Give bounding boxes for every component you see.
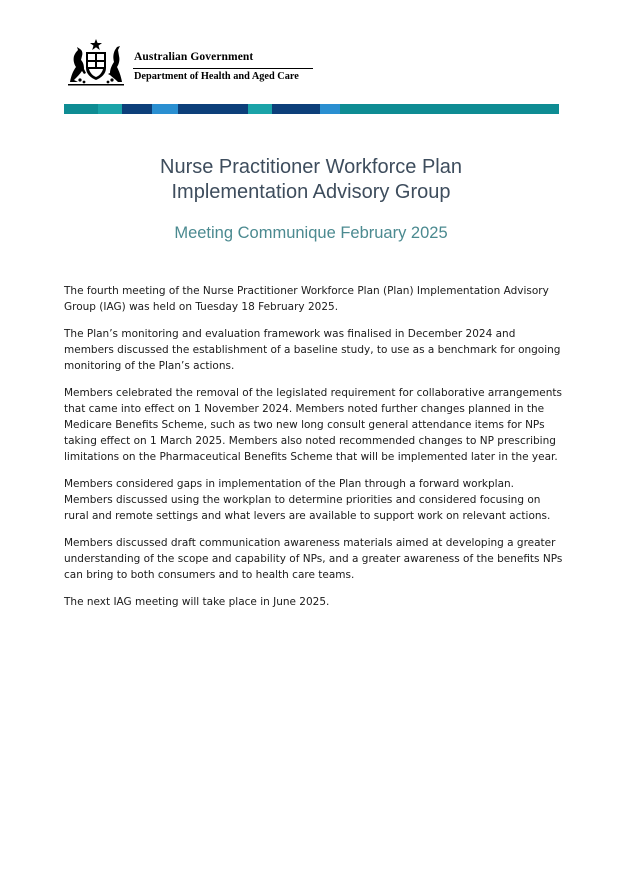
government-logo: [64, 38, 324, 90]
paragraph: The Plan’s monitoring and evaluation framework was finalised in December 2024 and members discussed the establishment of a baseline study, to use as a benchmark for ongoing monitoring of the Plan’s actions.: [64, 328, 561, 372]
department-name: Department of Health and Aged Care: [134, 71, 299, 82]
document-title: [0, 155, 622, 205]
title-line-1: Nurse Practitioner Workforce Plan: [160, 156, 462, 178]
paragraph: Members discussed draft communication awareness materials aimed at developing a greater understanding of the scope and capability of NPs, and a greater awareness of the benefits NPs can bring to both consumers and to health care teams.: [64, 537, 563, 581]
stripe-segment: [320, 104, 340, 114]
stripe-segment: [122, 104, 152, 114]
stripe-segment: [340, 104, 559, 114]
paragraph: Members celebrated the removal of the legislated requirement for collaborative arrangements that came into effect on 1 November 2024. Members noted further changes planned in the Medicare Benefits Scheme, such as two new long consult general attendance items for NPs taking effect on 1 March 2025. Members also noted recommended changes to NP prescribing limitations on the Pharmaceutical Benefits Scheme that will be implemented later in the year.: [64, 387, 562, 463]
stripe-segment: [98, 104, 122, 114]
document-subtitle: Meeting Communique February 2025: [174, 224, 448, 242]
paragraph: The fourth meeting of the Nurse Practitioner Workforce Plan (Plan) Implementation Advisory Group (IAG) was held on Tuesday 18 February 2025.: [64, 285, 549, 313]
document-body: [64, 283, 564, 621]
title-line-2: Implementation Advisory Group: [171, 181, 451, 203]
stripe-segment: [248, 104, 272, 114]
stripe-segment: [178, 104, 248, 114]
logo-divider: [133, 68, 313, 69]
stripe-segment: [64, 104, 98, 114]
paragraph: The next IAG meeting will take place in June 2025.: [64, 596, 330, 608]
stripe-segment: [152, 104, 178, 114]
stripe-segment: [272, 104, 320, 114]
government-name: Australian Government: [134, 51, 254, 63]
paragraph: Members considered gaps in implementation of the Plan through a forward workplan. Members discussed using the workplan to determine priorities and considered focusing on rural and remote settings and what levers are available to support work on relevant actions.: [64, 478, 551, 522]
coat-of-arms-icon: [64, 38, 128, 86]
colour-stripe: [64, 104, 559, 114]
